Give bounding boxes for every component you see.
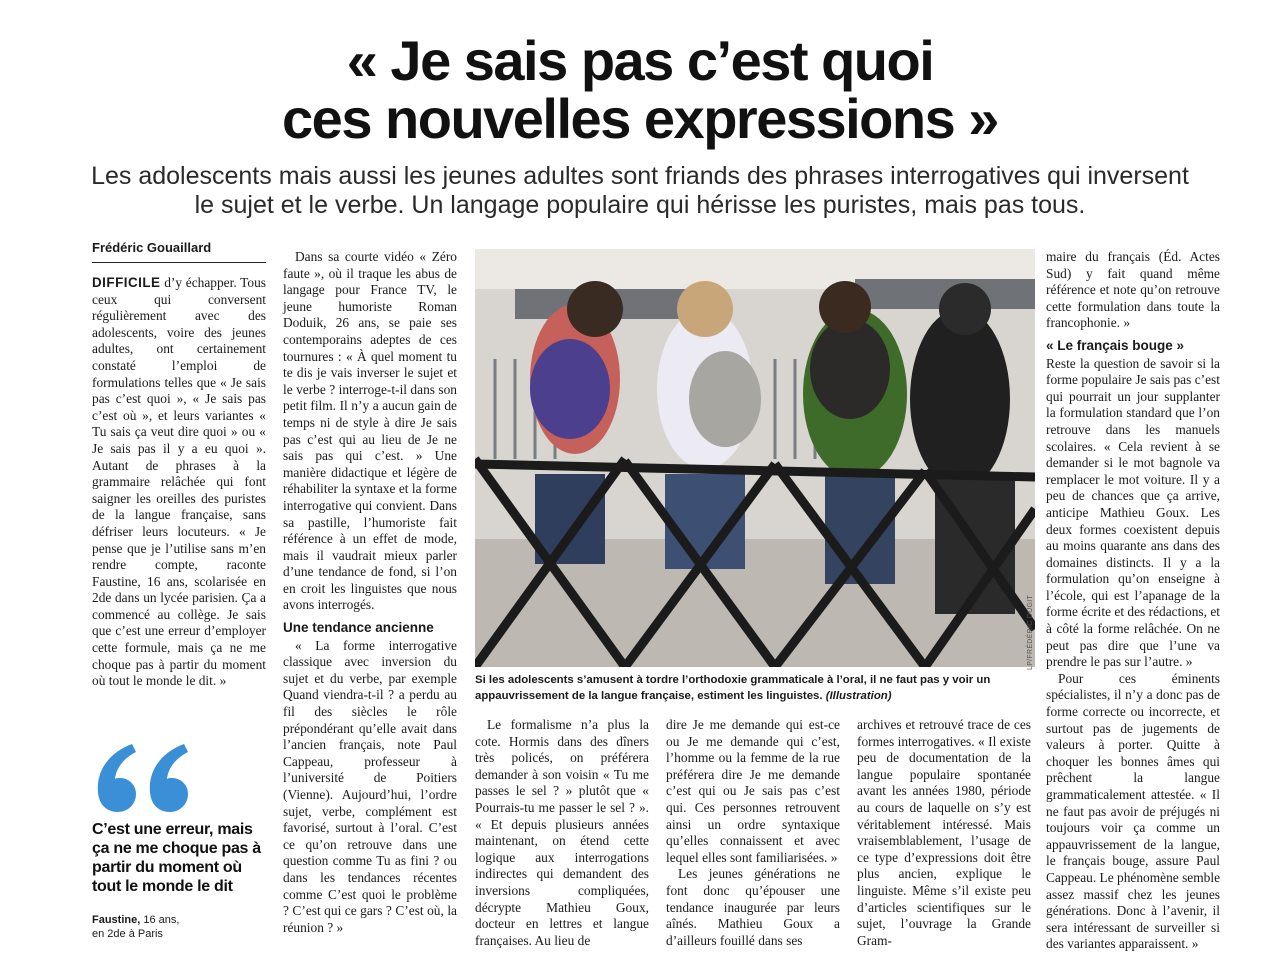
- attribution-detail: 16 ans,: [140, 914, 180, 926]
- article-photo: [475, 249, 1035, 667]
- standfirst: [60, 162, 1220, 220]
- paragraph: archives et retrouvé trace de ces formes interrogatives. « Il existe peu de documentation de la langue populaire spontanée avant les années 1980, période au cours de laquelle on s’y est véritablement intéressé. Mais vraisemblablement, l’usage de ce type d’expressions doit être plus ancien, explique le linguiste. Même s’il existe peu d’articles scientifiques sur le sujet, l’ouvrage la Grande Gram-: [857, 717, 1031, 948]
- article-column-1: [92, 275, 266, 690]
- byline-rule: [92, 262, 266, 263]
- standfirst-line-1: Les adolescents mais aussi les jeunes adultes sont friands des phrases interrogatives qui inversent: [91, 162, 1189, 190]
- opening-paragraph: [92, 275, 266, 690]
- paragraph: Reste la question de savoir si la forme populaire Je sais pas c’est qui pourrait un jour supplanter la formulation standard que l’on retrouve dans les manuels scolaires. « Cela revient à se demander si le mot bagnole va remplacer le mot voiture. Il y a peu de chances que ça arrive, anticipe Mathieu Goux. Les deux formes coexistent depuis au moins quarante ans dans des domaines distincts. Il y a la formulation qu’on enseigne à l’école, qui est l’apanage de la forme écrite et des rédactions, et à côté la forme relâchée. On ne peut pas dire que l’une va prendre le pas sur l’autre. »: [1046, 355, 1220, 670]
- caption-tag: (Illustration): [825, 690, 892, 702]
- photo-caption: [475, 672, 1035, 704]
- paragraph: Dans sa courte vidéo « Zéro faute », où il traque les abus de langage pour France TV, le jeune humoriste Roman Doduik, 26 ans, se paie ses contemporains adeptes de ces tournures : « À quel moment tu te dis je vais inverser le sujet et le verbe ? interroge-t-il dans son petit film. Il n’y a aucun gain de temps ni de style à dire Je sais pas c’est qui au lieu de Je ne sais pas qui c’est. » Une manière didactique et légère de réhabiliter la syntaxe et la forme interrogative qui convient. Dans sa pastille, l’humoriste fait référence à un effet de mode, mais il vaudrait mieux parler d’une tendance de fond, si l’on en croit les linguistes que nous avons interrogés.: [283, 249, 457, 613]
- paragraph: Les jeunes générations ne font donc qu’épouser une tendance inaugurée par leurs aînés. Mathieu Goux a d’ailleurs fouillé dans ses: [666, 866, 840, 948]
- article-column-4: [666, 717, 840, 949]
- subheading: Une tendance ancienne: [283, 620, 434, 636]
- opening-text: d’y échapper. Tous ceux qui conversent régulièrement avec des adolescents, voire des jeunes adultes, ont certainement constaté l’emploi de formulations telles que « Je sais pas c’est quoi », « Je sais pas c’est où », et leurs variantes « Tu sais ça veut dire quoi » ou « Je sais pas il y a eu quoi ». Autant de phrases à la grammaire relâchée qui font saigner les oreilles des puristes de la langue française, sans défriser leurs locuteurs. « Je pense que je l’utilise sans m’en rendre compte, raconte Faustine, 16 ans, scolarisée en 2de dans un lycée parisien. Ça a commencé au collège. Je sais que c’est une erreur d’employer cette formule, mais ça ne me choque pas à partir du moment où tout le monde le dit. »: [92, 275, 266, 689]
- paragraph: maire du français (Éd. Actes Sud) y fait quand même référence et note qu’on retrouve cette formulation dans toute la francophonie. »: [1046, 249, 1220, 331]
- quote-mark-icon: [92, 740, 192, 819]
- subheading: « Le français bouge »: [1046, 337, 1185, 353]
- standfirst-line-2: le sujet et le verbe. Un langage populaire qui hérisse les puristes, mais pas tous.: [194, 191, 1086, 219]
- paragraph: Le formalisme n’a plus la cote. Hormis dans des dîners très policés, on préférera demander à son voisin « Tu me passes le sel ? » plutôt que « Pourrais-tu me passer le sel ? ». « Et depuis plusieurs années maintenant, on étend cette logique aux interrogations indirectes qui demandent des inversions compliquées, décrypte Mathieu Goux, docteur en lettres et langue françaises. Au lieu de: [475, 717, 649, 948]
- pull-quote: C’est une erreur, mais ça ne me choque pas à partir du moment où tout le monde le dit: [92, 821, 261, 895]
- photo-credit: LP/FRÉDÉRIC DUGIT: [1027, 594, 1034, 670]
- attribution-detail-2: en 2de à Paris: [92, 928, 163, 940]
- paragraph: « La forme interrogative classique avec inversion du sujet et du verbe, par exemple Quand viendra-t-il ? a perdu au fil des siècles le rôle prépondérant qu’elle avait dans l’ancien français, note Paul Cappeau, professeur à l’université de Poitiers (Vienne). Aujourd’hui, l’ordre sujet, verbe, complément est favorisé, surtout à l’oral. C’est ce qu’on retrouve dans une question comme Tu as fini ? ou dans les tendances récentes comme C’est quoi le problème ? C’est qui ce gars ? C’est où, la réunion ? »: [283, 637, 457, 935]
- paragraph: Pour ces éminents spécialistes, il n’y a donc pas de forme correcte ou incorrecte, et surtout pas de jugements de valeurs à porter. Quitte à choquer les bonnes âmes qui prêchent la langue grammaticalement attestée. « Il ne faut pas avoir de préjugés ni toujours voir ça comme un appauvrissement de la langue, le français bouge, assure Paul Cappeau. Le phénomène semble assez massif chez les jeunes générations. Donc à l’avenir, il sera intéressant de surveiller si des variantes apparaissent. »: [1046, 670, 1221, 952]
- headline: [0, 29, 1280, 150]
- lead-word: DIFFICILE: [92, 275, 161, 290]
- headline-line-2: ces nouvelles expressions »: [282, 87, 998, 150]
- headline-line-1: « Je sais pas c’est quoi: [346, 29, 934, 92]
- attribution-name: Faustine,: [92, 914, 141, 926]
- article-column-6: [1046, 249, 1220, 953]
- pull-quote-attribution: [92, 913, 264, 941]
- caption-text: Si les adolescents s’amusent à tordre l’orthodoxie grammaticale à l’oral, il ne faut pas y voir un appauvrissement de la langue française, estiment les linguistes.: [475, 674, 991, 702]
- paragraph: dire Je me demande qui est-ce ou Je me demande qui c’est, l’homme ou la femme de la rue préférera dire Je me demande c’est qui ou Je sais pas c’est qui. Ces personnes retrouvent ainsi un ordre syntaxique qu’elles connaissent et avec lequel elles sont familiarisées. »: [666, 717, 840, 865]
- article-column-3: [475, 717, 649, 949]
- article-column-2: [283, 249, 457, 936]
- byline: Frédéric Gouaillard: [92, 240, 212, 255]
- article-column-5: [857, 717, 1031, 949]
